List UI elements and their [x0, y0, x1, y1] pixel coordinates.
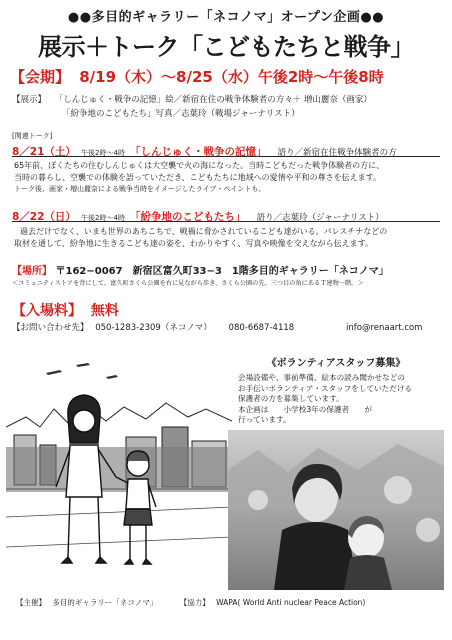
volunteer-line-4: 本企画は 小学校3年の保護者 が	[238, 404, 372, 414]
host-label: 【主催】	[16, 598, 46, 607]
talk2-time: 午後2時〜4時	[81, 214, 125, 222]
talk2-desc-2: 取材を通して、紛争地に生きるこども達の姿を、わかりやすく、写真や映像を交えながら伝えます。	[14, 239, 374, 248]
talk1-title: 「しんじゅく・戦争の記憶」	[130, 146, 267, 158]
talk2-desc-1: 過去だけでなく、いまも世界のあちこちで、戦禍に脅かされているこども達がいる。パレスチナなどの	[20, 227, 388, 236]
exhibition-line-1	[12, 94, 372, 106]
talk2-speaker: 語り／志葉玲（ジャーナリスト）	[256, 213, 384, 223]
volunteer-line-2: お手伝いボランティア・スタッフをしていただける	[238, 383, 413, 393]
children-illustration	[6, 357, 232, 589]
talk1-time: 午後2時〜4時	[81, 149, 125, 157]
venue-value: 〒162−0067 新宿区富久町33−3 1階多目的ギャラリー「ネコノマ」	[55, 266, 389, 277]
talk1-speaker: 語り／新宿在住戦争体験者の方	[277, 148, 397, 158]
talk1-heading	[12, 140, 440, 157]
venue-label: 【場所】	[12, 266, 52, 277]
period-label: 【会期】	[10, 68, 71, 86]
fee-label: 【入場料】	[12, 303, 82, 319]
volunteer-line-3: 保護者の方を募集しています。	[238, 394, 344, 403]
volunteer-box	[230, 350, 442, 430]
conflict-children-photo	[228, 430, 444, 590]
exhibition-item-2: 「紛争地のこどもたち」写真／志葉玲（戦場ジャーナリスト）	[62, 109, 300, 119]
volunteer-line-1: 会場設備や、事前準備、絵本の読み聞かせなどの	[238, 373, 405, 382]
talk1-desc-1: 65年前、ぼくたちの住むしんじゅくは大空襲で火の海になった。当時こどもだった戦争体験者の方に、	[14, 161, 385, 170]
venue-line	[12, 262, 389, 277]
exhibition-item-1: 「しんじゅく・戦争の記憶」絵／新宿在住の戦争体験者の方々＋ 増山麗奈（画家）	[54, 95, 372, 105]
venue-directions: ＜コミュニティストアを背にして、富久町さくら公園を右に見ながら歩き、さくら公園の先、三つ目の角にあるＴ建物一階。＞	[12, 280, 364, 287]
coop-label: 【協力】	[179, 598, 210, 607]
talk2-title: 「紛争地のこどもたち」	[130, 211, 246, 223]
fee-line	[12, 300, 119, 320]
period-value: 8/19（木）〜8/25（水）午後2時〜午後8時	[79, 68, 384, 86]
contact-label: 【お問い合わせ先】	[12, 323, 89, 333]
exhibition-label: 【展示】	[12, 95, 47, 105]
talk1-desc-2: 当時の暮らし、空襲での体験を語っていただき、こどもたちに地域への愛情や平和の尊さを伝えます。	[14, 173, 382, 182]
organizer-headline: ●●多目的ギャラリー「ネコノマ」オープン企画●●	[67, 10, 385, 25]
period-line	[10, 66, 384, 87]
talk1-desc-3: トーク後、画家・増山麗奈による戦争当時をイメージしたライブ・ペイントも。	[14, 185, 266, 193]
contact-phone-2: 080-6687-4118	[228, 323, 295, 333]
contact-phone-1: 050-1283-2309（ネコノマ）	[95, 323, 212, 333]
footer-line	[16, 597, 365, 608]
event-title: 展示＋トーク「こどもたちと戦争」	[38, 33, 414, 61]
contact-email: info@renaart.com	[346, 323, 423, 333]
volunteer-title: 《ボランティアスタッフ募集》	[266, 358, 406, 369]
talk2-heading	[12, 205, 440, 222]
volunteer-text	[238, 373, 442, 426]
contact-line	[12, 322, 294, 334]
volunteer-line-5: 行っています。	[238, 415, 291, 424]
coop-name: WAPA( World Anti nuclear Peace Action)	[216, 598, 366, 607]
host-name: 多目的ギャラリー「ネコノマ」	[52, 598, 158, 607]
talk-kicker: [関連トーク]	[12, 132, 53, 140]
talk2-date: 8／22（日）	[12, 211, 76, 223]
talk1-date: 8／21（土）	[12, 146, 76, 158]
fee-value: 無料	[90, 303, 119, 319]
